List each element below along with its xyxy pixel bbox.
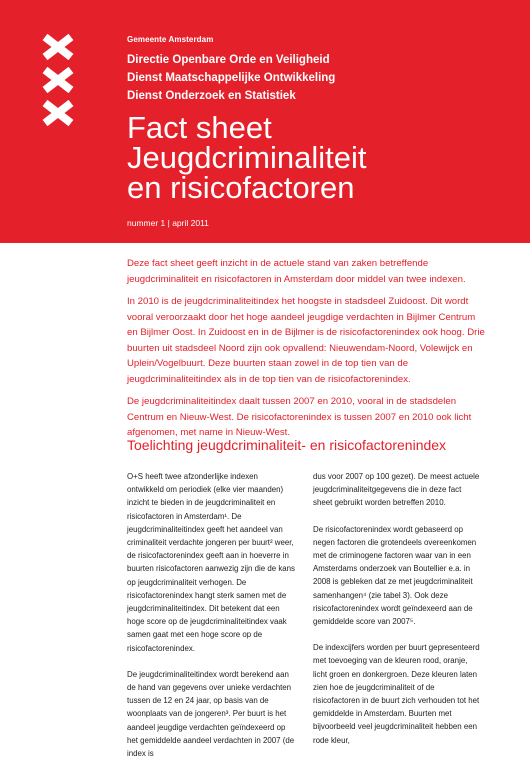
body-paragraph: De risicofactorenindex wordt gebaseerd op negen factoren die grotendeels overeenkomen met de criminogene factoren waar van in een Amsterdams onderzoek van Boutellier e.a. in 2008 is gebleken dat ze met jeugdcriminaliteit samenhangen⁴ (zie tabel 3). Ook deze risicofactorenindex wordt geïndexeerd aan de gemiddelde score van 2007⁵. [313, 524, 477, 627]
amsterdam-xxx-logo [40, 34, 76, 133]
body-paragraph: O+S heeft twee afzonderlijke indexen ontwikkeld om periodiek (elke vier maanden) inzicht te bieden in de jeugdcriminaliteit en risicofactoren in Amsterdam¹. De jeugdcriminaliteitindex geeft het aandeel van criminaliteit verdachte jongeren per buurt² weer, de risicofactorenindex geeft aan in hoeverre in buurten risicofactoren aanwezig zijn die de kans op jeugdcriminaliteit verhogen. De risicofactorenindex hangt sterk samen met de jeugdcriminaliteitindex. Dit betekent dat een hoge score op de jeugdcriminaliteitindex vaak samen gaat met een hoge score op de risicofactorenindex. [127, 472, 295, 653]
body-column-left [127, 470, 295, 773]
intro-paragraph: In 2010 is de jeugdcriminaliteitindex het hoogste in stadsdeel Zuidoost. Dit wordt vooral veroorzaakt door het hoge aandeel jeugdige verdachten in Bijlmer Centrum en Bijlmer Oost. In Zuidoost en in de Bijlmer is de risicofactorenindex ook hoog. Drie buurten uit stadsdeel Noord zijn ook opvallend: Nieuwendam-Noord, Volewijck en Uplein/Vogelbuurt. Deze buurten staan zowel in de top tien van de jeugdcriminaliteitindex als in de top tien van de risicofactorenindex. [127, 296, 485, 385]
intro-summary [127, 256, 487, 448]
cross-icon [40, 34, 76, 60]
body-paragraph: De jeugdcriminaliteitindex wordt berekend aan de hand van gegevens over unieke verdachten tussen de 12 en 24 jaar, op basis van de woonplaats van de jongeren³. Per buurt is het aandeel jeugdige verdachten geïndexeerd op het gemiddelde aandeel verdachten in 2007 (de index is [127, 669, 295, 759]
issue-number: nummer 1 | april 2011 [127, 218, 209, 228]
intro-paragraph: De jeugdcriminaliteitindex daalt tussen 2007 en 2010, vooral in de stadsdelen Centrum en Nieuw-West. De risicofactorenindex is tussen 2007 en 2010 ook licht afgenomen, met name in Nieuw-West. [127, 396, 472, 438]
department-name: Dienst Onderzoek en Statistiek [127, 90, 296, 102]
organization-name: Gemeente Amsterdam [127, 35, 214, 44]
body-column-right [313, 470, 481, 760]
cross-icon [40, 100, 76, 126]
department-list [127, 51, 335, 105]
title-line: Fact sheet [127, 110, 272, 145]
page-title [127, 110, 367, 205]
title-line: en risicofactoren [127, 170, 355, 205]
department-name: Dienst Maatschappelijke Ontwikkeling [127, 72, 336, 84]
body-paragraph: dus voor 2007 op 100 gezet). De meest actuele jeugdcriminaliteitgegevens die in deze fact sheet gebruikt worden betreffen 2010. [313, 472, 480, 508]
body-paragraph: De indexcijfers worden per buurt gepresenteerd met toevoeging van de kleuren rood, oranje, licht groen en donkergroen. Deze kleuren laten zien hoe de jeugdcriminaliteit of de risicofactoren in de buurt zich verhouden tot het gemiddelde in Amsterdam. Buurten met bijvoorbeeld veel jeugdcriminaliteit hebben een rode kleur, [313, 643, 480, 745]
header-banner [0, 0, 530, 243]
section-heading: Toelichting jeugdcriminaliteit- en risicofactorenindex [127, 437, 447, 453]
intro-paragraph: Deze fact sheet geeft inzicht in de actuele stand van zaken betreffende jeugdcriminaliteit en risicofactoren in Amsterdam door middel van twee indexen. [127, 258, 466, 285]
department-name: Directie Openbare Orde en Veiligheid [127, 54, 330, 66]
title-line: Jeugdcriminaliteit [127, 140, 367, 175]
cross-icon [40, 67, 76, 93]
